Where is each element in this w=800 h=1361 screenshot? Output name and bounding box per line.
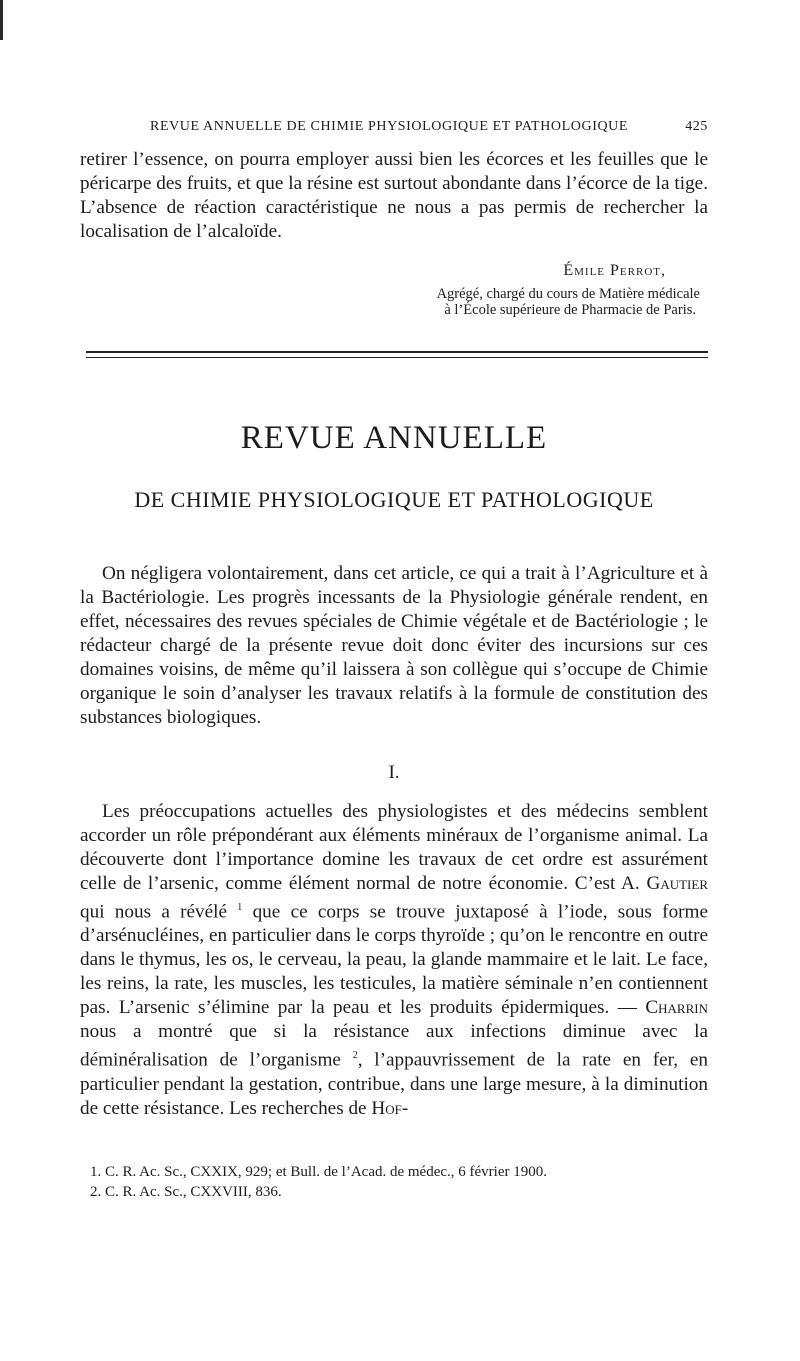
body-text-1: Les préoccupations actuelles des physiologistes et des médecins semblent accorder un rôle prépondérant aux éléments minéraux de l’organisme animal. La découverte dont l’importance domine les travaux de cet ordre est assurément celle de l’arsenic, comme élément normal de notre économie. C’est A. xyxy=(80,801,708,894)
section-body-paragraph xyxy=(80,800,708,1121)
body-text-2: qui nous a révélé xyxy=(80,901,238,923)
author-ref-gautier: Gautier xyxy=(646,873,708,894)
author-signature xyxy=(80,262,708,318)
footnote-ref-2: 2 xyxy=(352,1050,358,1062)
body-text-5: , l’appauvrissement de la rate en fer, en particulier pendant la gestation, contribue, dans une large mesure, à la diminution de cette résistance. Les recherches de xyxy=(80,1049,708,1119)
footnote-1: 1. C. R. Ac. Sc., CXXIX, 929; et Bull. de l’Acad. de médec., 6 février 1900. xyxy=(90,1164,547,1180)
body-text-3: que ce corps se trouve juxtaposé à l’iode, sous forme d’arsénucléines, en particulier dans le corps thyroïde ; qu’on le rencontre en outre dans le thymus, les os, le cerveau, la peau, la glande mammaire et le lait. Le face, les reins, la rate, les muscles, les testicules, la matière séminale n’en contiennent pas. L’arsenic s’élimine par la peau et les produits épidermiques. — xyxy=(80,901,708,1019)
footnote-ref-1: 1 xyxy=(237,902,243,913)
article-intro-paragraph: On négligera volontairement, dans cet article, ce qui a trait à l’Agriculture et à la Bactériologie. Les progrès incessants de la Physiologie générale rendent, en effet, nécessaires des revues spéciales de Chimie végétale et de Bactériologie ; le rédacteur chargé de la présente revue doit donc éviter des incursions sur ces domaines voisins, de même qu’il laissera à son collègue qui s’occupe de Chimie organique le soin d’analyser les travaux relatifs à la formule de constitution des substances biologiques. xyxy=(80,563,708,728)
running-header xyxy=(150,119,708,135)
article-subtitle: DE CHIMIE PHYSIOLOGIQUE ET PATHOLOGIQUE xyxy=(134,487,654,512)
body-text-4: nous a montré que si la résistance aux infections diminue avec la déminéralisation de l’organisme xyxy=(80,1021,708,1071)
page-number: 425 xyxy=(685,119,708,134)
scan-edge-mark xyxy=(0,0,3,40)
author-ref-charrin: Charrin xyxy=(645,997,708,1019)
footnotes xyxy=(90,1162,690,1202)
footnote-2: 2. C. R. Ac. Sc., CXXVIII, 836. xyxy=(90,1184,282,1200)
author-ref-hof: Hof- xyxy=(371,1097,409,1119)
section-number: I. xyxy=(388,762,400,783)
author-affiliation-line2: à l’École supérieure de Pharmacie de Paris. xyxy=(444,302,696,318)
section-divider-thick xyxy=(86,351,708,353)
running-title: REVUE ANNUELLE DE CHIMIE PHYSIOLOGIQUE ET PATHOLOGIQUE xyxy=(150,119,629,134)
article-title: REVUE ANNUELLE xyxy=(240,420,548,456)
continued-paragraph xyxy=(80,148,708,244)
section-divider-thin xyxy=(86,357,708,358)
author-name: Émile Perrot, xyxy=(563,262,666,279)
author-affiliation-line1: Agrégé, chargé du cours de Matière médicale xyxy=(436,286,700,302)
intro-paragraph-text: retirer l’essence, on pourra employer aussi bien les écorces et les feuilles que le péricarpe des fruits, et que la résine est surtout abondante dans l’écorce de la tige. L’absence de réaction caractéristique ne nous a pas permis de rechercher la localisation de l’alcaloïde. xyxy=(80,149,708,242)
